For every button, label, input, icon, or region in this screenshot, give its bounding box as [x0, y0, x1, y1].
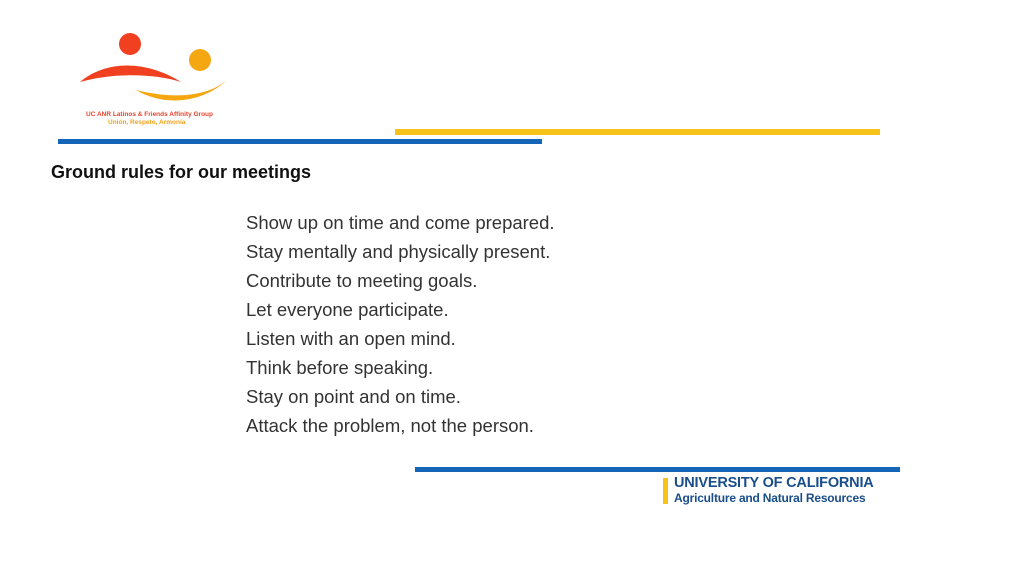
blue-divider-bottom: [415, 467, 900, 472]
uc-logo-name: UNIVERSITY OF CALIFORNIA: [674, 475, 874, 491]
blue-divider-top: [58, 139, 542, 144]
page-title: Ground rules for our meetings: [51, 162, 312, 182]
logo-motto: Unión, Respeto, Armonía: [108, 119, 186, 126]
list-item: Let everyone participate.: [246, 299, 449, 320]
logo-title: UC ANR Latinos & Friends Affinity Group: [86, 111, 213, 118]
list-item: Stay on point and on time.: [246, 386, 461, 407]
list-item: Attack the problem, not the person.: [246, 415, 534, 436]
gold-divider-top: [395, 129, 880, 135]
affinity-group-logo: [76, 30, 236, 130]
list-item: Show up on time and come prepared.: [246, 212, 555, 233]
rules-list: [246, 209, 555, 441]
list-item: Listen with an open mind.: [246, 328, 456, 349]
uc-logo-accent: [663, 478, 668, 504]
list-item: Think before speaking.: [246, 357, 434, 378]
list-item: Stay mentally and physically present.: [246, 241, 551, 262]
list-item: Contribute to meeting goals.: [246, 270, 478, 291]
uc-logo-division: Agriculture and Natural Resources: [674, 491, 866, 505]
figures-logo-icon: [76, 30, 236, 110]
